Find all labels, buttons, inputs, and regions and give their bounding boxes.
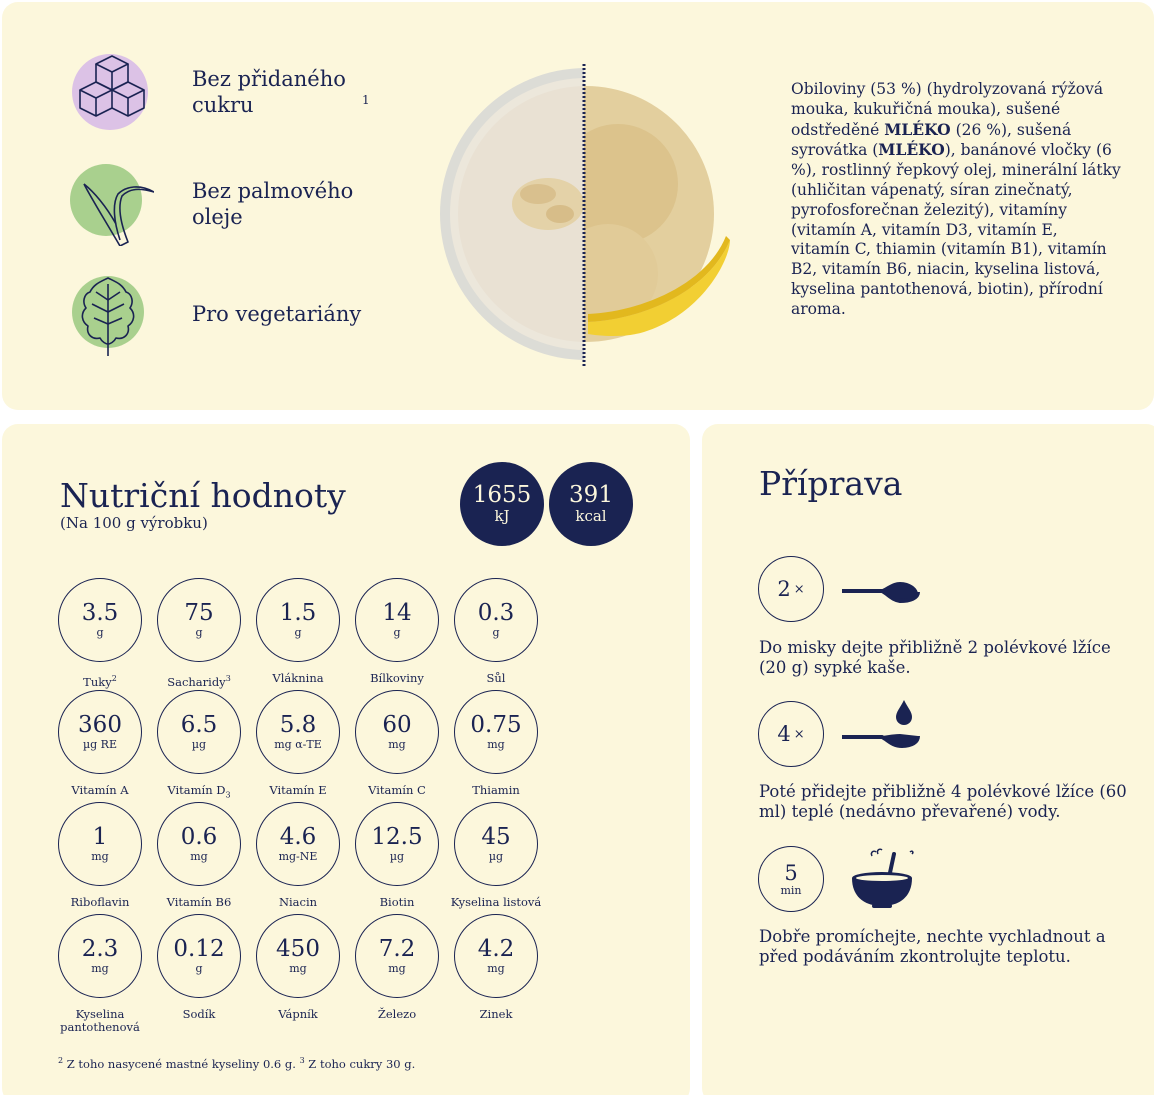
- nutrient-unit: µg: [191, 738, 207, 751]
- nutrient-circle: [355, 802, 439, 886]
- nutrient-label-text: Biotin: [379, 895, 415, 909]
- nutrient-value: 1.5: [279, 600, 317, 626]
- nutrient-circle: [454, 914, 538, 998]
- feature-label: Bez palmového oleje: [192, 179, 354, 229]
- nutrient-label-text: Vápník: [278, 1007, 318, 1021]
- nutrient-item: [248, 690, 348, 797]
- nutrient-label: [248, 784, 348, 797]
- nutrient-item: [149, 690, 249, 801]
- nutrient-circle: [355, 690, 439, 774]
- nutrient-unit: µg: [389, 850, 405, 863]
- footnote-text: Z toho cukry 30 g.: [304, 1056, 416, 1071]
- nutrient-item: [446, 578, 546, 685]
- nutrient-item: [248, 578, 348, 685]
- step-value: 4: [777, 722, 791, 746]
- porridge-bowl-image: [438, 64, 738, 368]
- nutrient-label: [446, 784, 546, 797]
- leaf-icon: [70, 272, 154, 356]
- nutrient-circle: [454, 578, 538, 662]
- nutrient-label: [248, 896, 348, 909]
- nutrient-label-text: Niacin: [278, 895, 318, 909]
- nutrient-label: [347, 672, 447, 685]
- nutrient-unit: mg: [91, 962, 109, 975]
- nutrient-label: [149, 896, 249, 909]
- energy-unit: kJ: [494, 507, 510, 525]
- nutrient-unit: mg: [487, 738, 505, 751]
- nutrient-unit: µg: [488, 850, 504, 863]
- nutrient-unit: mg: [190, 850, 208, 863]
- nutrient-unit: g: [393, 626, 401, 639]
- nutrition-panel: [2, 424, 690, 1095]
- nutrient-value: 0.3: [477, 600, 515, 626]
- nutrient-circle: [157, 578, 241, 662]
- nutrient-label-text: Vitamín E: [269, 783, 327, 797]
- energy-value: 1655: [472, 482, 532, 508]
- nutrient-label: [446, 896, 546, 909]
- nutrient-item: [50, 690, 150, 797]
- nutrient-item: [248, 914, 348, 1021]
- nutrient-circle: [256, 690, 340, 774]
- spoon-powder-icon: [840, 570, 920, 614]
- nutrient-circle: [157, 802, 241, 886]
- nutrient-label: [347, 784, 447, 797]
- footnote-marker: 3: [299, 1056, 305, 1065]
- nutrient-value: 2.3: [81, 936, 119, 962]
- nutrient-value: 6.5: [180, 712, 218, 738]
- nutrient-label-text: Vitamín C: [368, 783, 426, 797]
- nutrient-value: 0.12: [173, 936, 225, 962]
- nutrient-circle: [58, 914, 142, 998]
- nutrient-label: [446, 1008, 546, 1021]
- nutrient-label: [248, 672, 348, 685]
- nutrient-label: [50, 672, 150, 689]
- nutrient-value: 12.5: [371, 824, 423, 850]
- step-value: 5: [784, 861, 798, 885]
- step-unit: ×: [793, 726, 805, 742]
- step-1-badge: [758, 556, 824, 622]
- nutrient-item: [149, 578, 249, 689]
- step-2-text: Poté přidejte přibližně 4 polévkové lžíce (60 ml) teplé (nedávno převařené) vody.: [759, 782, 1127, 821]
- nutrient-label-text: Kyselina pantothenová: [60, 1007, 140, 1034]
- nutrient-unit: g: [96, 626, 104, 639]
- footnote-marker: 1: [362, 93, 370, 107]
- nutrient-label-text: Tuky: [83, 674, 112, 689]
- nutrient-circle: [256, 802, 340, 886]
- nutrient-circle: [355, 914, 439, 998]
- product-info-panel: [2, 2, 1154, 410]
- nutrition-title: Nutriční hodnoty: [60, 476, 346, 515]
- nutrient-unit: g: [195, 626, 203, 639]
- nutrient-item: [248, 802, 348, 909]
- footnote-text: Z toho nasycené mastné kyseliny 0.6 g.: [63, 1056, 300, 1071]
- nutrient-label-text: Zinek: [479, 1007, 513, 1021]
- preparation-panel: [702, 424, 1154, 1095]
- nutrient-label: [50, 1008, 150, 1034]
- nutrient-value: 5.8: [279, 712, 317, 738]
- nutrient-circle: [256, 914, 340, 998]
- nutrition-subtitle: (Na 100 g výrobku): [60, 514, 208, 532]
- preparation-title: Příprava: [759, 464, 903, 503]
- nutrient-label-text: Sacharidy: [167, 674, 226, 689]
- nutrient-item: [149, 802, 249, 909]
- step-2-badge: [758, 701, 824, 767]
- nutrient-value: 60: [382, 712, 412, 738]
- nutrient-value: 1: [92, 824, 108, 850]
- energy-unit: kcal: [575, 507, 607, 525]
- nutrient-item: [446, 802, 546, 909]
- nutrient-label-text: Vitamín D: [167, 783, 226, 797]
- nutrient-unit: mg α-TE: [274, 738, 322, 751]
- nutrient-unit: g: [195, 962, 203, 975]
- nutrient-label: [347, 896, 447, 909]
- step-unit: min: [780, 884, 802, 897]
- feature-label: Pro vegetariány: [192, 302, 362, 326]
- nutrient-unit: mg: [91, 850, 109, 863]
- nutrient-unit: µg RE: [83, 738, 117, 751]
- nutrient-label: [149, 672, 249, 689]
- nutrient-value: 14: [382, 600, 412, 626]
- nutrient-label-text: Železo: [377, 1007, 417, 1021]
- ingredients-part: ), banánové vločky (6 %), rostlinný řepkový olej, minerální látky (uhličitan vápenatý, síran zinečnatý, pyrofosforečnan železitý), vitamíny (vitamín A, vitamín D3, vitamín E, vitamín C, thiamin (vitamín B1), vitamín B2, vitamín B6, niacin, kyselina listová, kyselina pantothenová, biotin), přírodní aroma.: [791, 141, 1121, 318]
- nutrient-value: 3.5: [81, 600, 119, 626]
- nutrient-item: [446, 690, 546, 797]
- nutrient-circle: [355, 578, 439, 662]
- energy-kcal-badge: [549, 462, 633, 546]
- step-value: 2: [777, 577, 791, 601]
- nutrient-label-text: Vitamín A: [71, 783, 129, 797]
- step-3-badge: [758, 846, 824, 912]
- sugar-cubes-icon: [70, 50, 154, 134]
- nutrient-circle: [58, 690, 142, 774]
- nutrient-value: 4.6: [279, 824, 317, 850]
- nutrient-label-text: Kyselina listová: [450, 895, 542, 909]
- nutrient-label-text: Sodík: [182, 1007, 216, 1021]
- nutrient-unit: mg: [487, 962, 505, 975]
- nutrient-subscript: 3: [225, 790, 231, 800]
- nutrient-value: 0.75: [470, 712, 522, 738]
- feature-vegetarian: [70, 272, 361, 356]
- spoon-water-icon: [840, 698, 920, 758]
- nutrient-value: 0.6: [180, 824, 218, 850]
- nutrient-label-text: Sůl: [486, 671, 506, 685]
- nutrient-label-text: Vitamín B6: [166, 895, 232, 909]
- step-1-text: Do misky dejte přibližně 2 polévkové lžíce (20 g) sypké kaše.: [759, 638, 1111, 677]
- feature-no-palm-oil: [70, 162, 372, 246]
- nutrient-circle: [157, 690, 241, 774]
- energy-value: 391: [569, 482, 613, 508]
- nutrient-unit: mg: [289, 962, 307, 975]
- energy-kj-badge: [460, 462, 544, 546]
- nutrient-unit: g: [492, 626, 500, 639]
- step-3-text: Dobře promíchejte, nechte vychladnout a před podáváním zkontrolujte teplotu.: [759, 927, 1106, 966]
- nutrient-value: 7.2: [378, 936, 416, 962]
- nutrient-unit: mg: [388, 738, 406, 751]
- nutrient-label: [248, 1008, 348, 1021]
- nutrient-circle: [454, 690, 538, 774]
- allergen-milk: MLÉKO: [884, 119, 951, 139]
- nutrient-item: [149, 914, 249, 1021]
- nutrient-value: 4.2: [477, 936, 515, 962]
- nutrient-item: [50, 578, 150, 689]
- step-unit: ×: [793, 581, 805, 597]
- nutrient-circle: [454, 802, 538, 886]
- nutrient-item: [347, 802, 447, 909]
- nutrient-circle: [58, 802, 142, 886]
- bowl-icon: [848, 848, 918, 914]
- nutrient-label: [149, 1008, 249, 1021]
- ingredients-part: Obiloviny (53 %) (hydrolyzovaná rýžová mouka, kukuřičná mouka), sušené odstředěné: [791, 80, 1104, 139]
- nutrient-label-text: Bílkoviny: [370, 671, 424, 685]
- nutrient-item: [347, 690, 447, 797]
- nutrient-unit: mg: [388, 962, 406, 975]
- nutrient-item: [50, 914, 150, 1034]
- nutrient-label-text: Thiamin: [472, 783, 520, 797]
- nutrient-footnote-marker: 2: [111, 674, 117, 683]
- nutrient-item: [347, 914, 447, 1021]
- nutrient-value: 75: [184, 600, 214, 626]
- ingredients-part: (26 %), sušená syrovátka (: [791, 120, 1072, 160]
- nutrient-item: [446, 914, 546, 1021]
- nutrient-footnote-marker: 3: [225, 674, 231, 683]
- palm-leaf-icon: [70, 162, 154, 246]
- nutrient-value: 45: [481, 824, 511, 850]
- feature-no-sugar: [70, 50, 370, 134]
- nutrient-label: [50, 896, 150, 909]
- nutrient-unit: mg-NE: [278, 850, 318, 863]
- allergen-milk: MLÉKO: [878, 140, 945, 160]
- nutrient-circle: [256, 578, 340, 662]
- nutrient-value: 450: [276, 936, 320, 962]
- nutrient-value: 360: [78, 712, 122, 738]
- footnote: [58, 1056, 415, 1071]
- footnote-marker: 2: [58, 1056, 64, 1065]
- nutrient-label: [50, 784, 150, 797]
- nutrient-label: [149, 784, 249, 801]
- nutrient-item: [50, 802, 150, 909]
- nutrient-label-text: Riboflavin: [70, 895, 130, 909]
- nutrient-unit: g: [294, 626, 302, 639]
- nutrient-circle: [157, 914, 241, 998]
- nutrient-label-text: Vláknina: [272, 671, 324, 685]
- nutrient-label: [446, 672, 546, 685]
- nutrient-item: [347, 578, 447, 685]
- feature-label: Bez přidaného cukru: [192, 67, 346, 117]
- ingredients-text: [791, 80, 1121, 320]
- nutrient-label: [347, 1008, 447, 1021]
- nutrient-circle: [58, 578, 142, 662]
